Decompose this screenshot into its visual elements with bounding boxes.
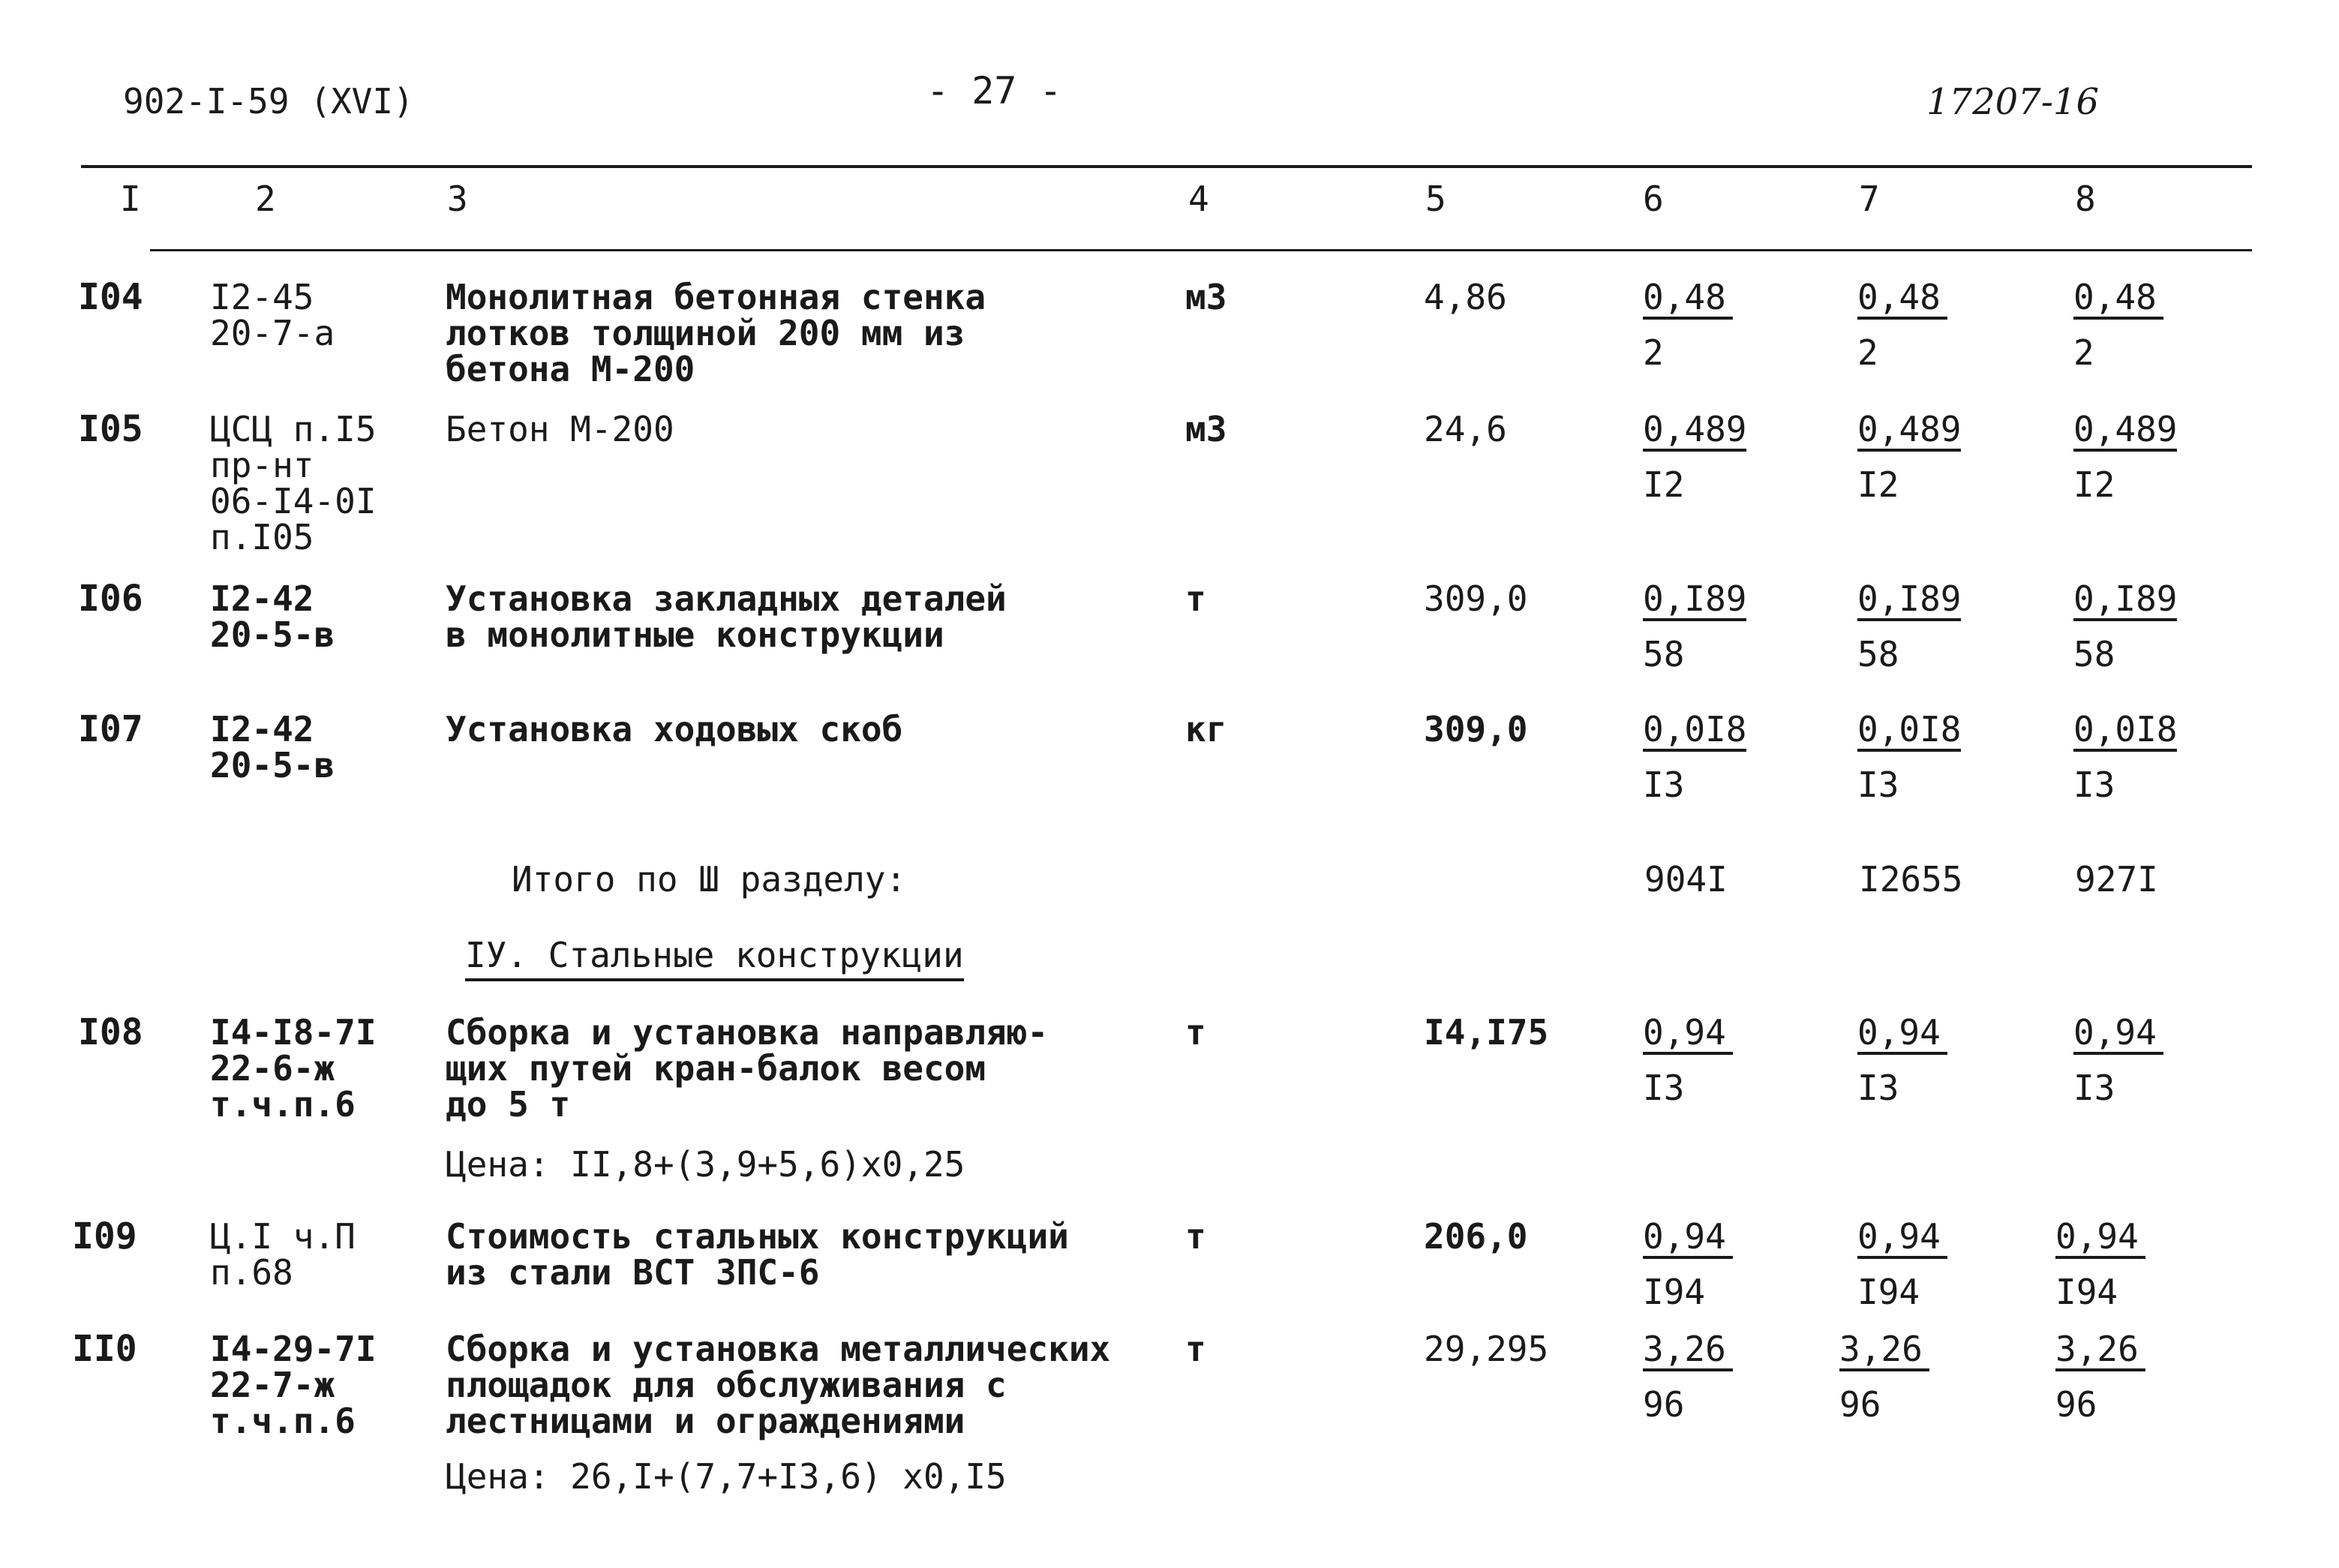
value-col6: $\frac{0,489}{I2}$ (1643, 409, 1747, 505)
norm-code: I4-I8-7I 22-6-ж т.ч.п.6 (210, 1012, 377, 1125)
value-col8: $\frac{0,48}{2}$ (2073, 279, 2163, 371)
row-number: I09 (72, 1215, 137, 1257)
norm-code: I2-42 20-5-в (210, 578, 335, 655)
page-number: - 27 - (926, 69, 1062, 113)
quantity: 29,295 (1424, 1329, 1549, 1369)
norm-code: I2-45 20-7-а (210, 277, 335, 353)
value-col7: $\frac{0,94}{I94}$ (1857, 1218, 1947, 1310)
norm-code: ЦСЦ п.I5 пр-нт 06-I4-0I п.I05 (210, 409, 377, 557)
row-number: II0 (72, 1328, 137, 1370)
unit: м3 (1185, 409, 1227, 449)
quantity: 24,6 (1424, 409, 1507, 449)
document-code: 902-I-59 (XVI) (123, 81, 414, 122)
norm-code: Ц.I ч.П п.68 (210, 1216, 356, 1293)
value-col8: $\frac{0,I89}{58}$ (2073, 578, 2178, 674)
row-number: I07 (78, 708, 143, 750)
value-col7: $\frac{0,0I8}{I3}$ (1857, 709, 1962, 805)
value-col7: $\frac{0,489}{I2}$ (1857, 409, 1962, 505)
quantity: 206,0 (1424, 1216, 1528, 1257)
norm-code: I2-42 20-5-в (210, 709, 335, 786)
header-bottom-rule (150, 249, 2252, 251)
work-description: Стоимость стальных конструкций из стали ВСТ 3ПС-6 (446, 1216, 1069, 1293)
value-col6: $\frac{0,94}{I94}$ (1643, 1218, 1733, 1310)
value-col8: $\frac{0,94}{I3}$ (2073, 1014, 2163, 1106)
work-description: Бетон М-200 (446, 409, 674, 449)
table-top-rule (81, 165, 2252, 168)
quantity: 309,0 (1424, 709, 1528, 749)
value-col6: $\frac{0,0I8}{I3}$ (1643, 709, 1747, 805)
work-description: Установка ходовых скоб (446, 709, 903, 749)
value-col7: $\frac{0,I89}{58}$ (1857, 578, 1962, 674)
work-description: Сборка и установка направляю- щих путей кран-балок весом до 5 т (446, 1012, 1049, 1125)
value-col8: $\frac{3,26}{96}$ (2055, 1331, 2145, 1422)
subtotal-label: Итого по Ш разделу: (512, 859, 907, 900)
work-description: Установка закладных деталей в монолитные конструкции (446, 578, 1007, 655)
price-formula: Цена: 26,I+(7,7+I3,6) х0,I5 (446, 1456, 1007, 1497)
column-header-5: 5 (1425, 179, 1446, 219)
quantity: I4,I75 (1424, 1012, 1549, 1053)
column-header-4: 4 (1188, 179, 1209, 219)
work-description: Монолитная бетонная стенка лотков толщиной 200 мм из бетона М-200 (446, 277, 986, 389)
quantity: 309,0 (1424, 578, 1528, 619)
unit: кг (1185, 709, 1227, 749)
unit: т (1185, 1329, 1206, 1369)
unit: т (1185, 1216, 1206, 1257)
column-header-3: 3 (447, 179, 468, 219)
value-col6: $\frac{3,26}{96}$ (1643, 1331, 1733, 1422)
norm-code: I4-29-7I 22-7-ж т.ч.п.6 (210, 1329, 377, 1441)
value-col6: $\frac{0,94}{I3}$ (1643, 1014, 1733, 1106)
row-number: I04 (78, 276, 143, 318)
row-number: I06 (78, 578, 143, 620)
unit: м3 (1185, 277, 1227, 317)
column-header-1: I (120, 179, 141, 219)
value-col7: $\frac{0,48}{2}$ (1857, 279, 1947, 371)
column-header-8: 8 (2075, 179, 2096, 219)
document-number: 17207-16 (1926, 81, 2099, 123)
column-header-7: 7 (1859, 179, 1880, 219)
column-header-2: 2 (255, 179, 276, 219)
work-description: Сборка и установка металлических площадок для обслуживания с лестницами и ограждениями (446, 1329, 1111, 1441)
row-number: I05 (78, 408, 143, 450)
value-col6: $\frac{0,48}{2}$ (1643, 279, 1733, 371)
subtotal-col6: 904I (1644, 859, 1728, 900)
unit: т (1185, 1012, 1206, 1053)
value-col7: $\frac{0,94}{I3}$ (1857, 1014, 1947, 1106)
subtotal-col7: I2655 (1859, 859, 1963, 900)
value-col7: $\frac{3,26}{96}$ (1839, 1331, 1929, 1422)
subtotal-col8: 927I (2075, 859, 2158, 900)
section-title: IУ. Стальные конструкции (465, 935, 964, 981)
unit: т (1185, 578, 1206, 619)
value-col8: $\frac{0,489}{I2}$ (2073, 409, 2178, 505)
column-header-6: 6 (1643, 179, 1664, 219)
row-number: I08 (78, 1011, 143, 1053)
value-col8: $\frac{0,94}{I94}$ (2055, 1218, 2145, 1310)
price-formula: Цена: II,8+(3,9+5,6)х0,25 (446, 1144, 965, 1185)
value-col8: $\frac{0,0I8}{I3}$ (2073, 709, 2178, 805)
quantity: 4,86 (1424, 277, 1507, 317)
value-col6: $\frac{0,I89}{58}$ (1643, 578, 1747, 674)
